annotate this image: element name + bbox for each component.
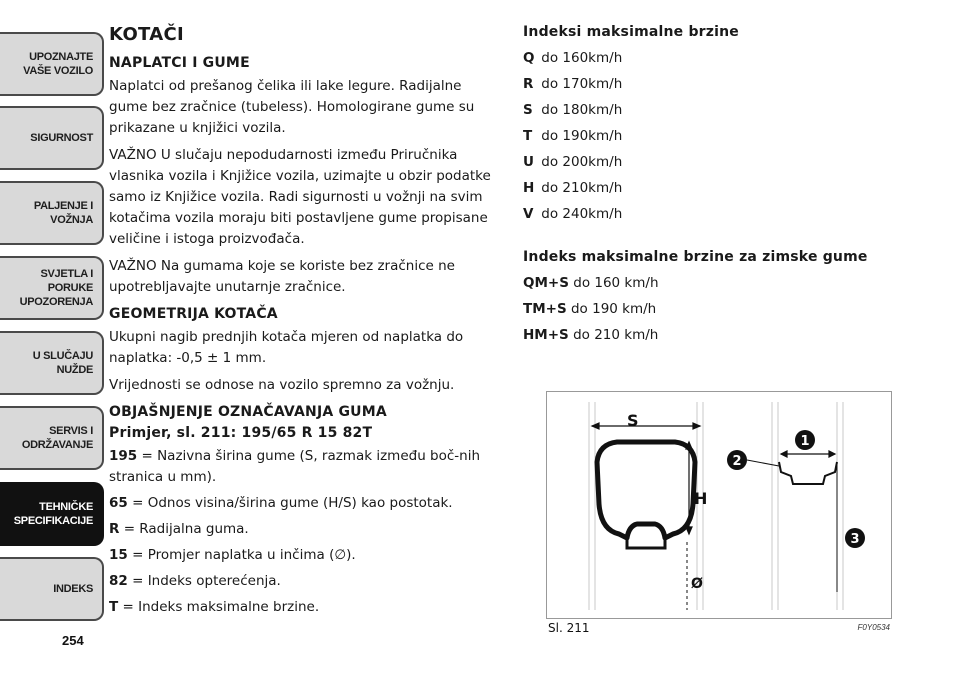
tire-diagram (546, 391, 892, 619)
speed-text: do 190km/h (541, 128, 623, 144)
tab-label: UPOZNAJTE VAŠE VOZILO (23, 51, 93, 77)
definition-row (109, 597, 497, 618)
speed-code: V (523, 206, 534, 222)
winter-speed-heading: Indeks maksimalne brzine za zimske gume (523, 249, 868, 265)
chapter-sidebar (0, 0, 108, 677)
paragraph-important: VAŽNO U slučaju nepodudarnosti između Priručnika vlasnika vozila i Knjižice vozila, uzimajte u obzir podatke samo iz Knjižice vozila. Radi sigurnosti u vožnji na svim kotačima vozila moraju biti postavljene gume propisane veličine i istoga proizvođača. (109, 147, 491, 247)
tab-label: PALJENJE I VOŽNJA (33, 200, 93, 226)
speed-row (523, 97, 903, 123)
speed-text: do 190 km/h (570, 301, 657, 317)
figure-caption: Sl. 211 (548, 621, 590, 635)
tab-label: INDEKS (53, 583, 93, 595)
speed-row (523, 123, 903, 149)
speed-code: TM+S (523, 301, 567, 317)
speed-text: do 180km/h (541, 102, 623, 118)
winter-speed-row (523, 296, 903, 322)
definition-row (109, 545, 497, 566)
definition-text: = Promjer naplatka u inčima (∅). (132, 547, 356, 563)
tab-label: SIGURNOST (30, 132, 93, 144)
tab-u-slucaju-nuzde[interactable] (0, 331, 104, 395)
winter-speed-row (523, 322, 903, 348)
page-number: 254 (62, 633, 84, 648)
definition-row (109, 519, 497, 540)
section-heading-oznake: OBJAŠNJENJE OZNAČAVANJA GUMA (109, 404, 387, 420)
section-heading-geometrija: GEOMETRIJA KOTAČA (109, 306, 278, 322)
speed-code: R (523, 76, 534, 92)
speed-row (523, 201, 903, 227)
tab-label: TEHNIČKE SPECIFIKACIJE (13, 501, 93, 527)
definition-row (109, 493, 497, 514)
winter-speed-row (523, 270, 903, 296)
right-column (523, 22, 903, 348)
callout-1: 1 (800, 434, 810, 449)
tab-label: U SLUČAJU NUŽDE (32, 350, 93, 376)
speed-text: do 210 km/h (573, 327, 659, 343)
speed-text: do 160 km/h (573, 275, 659, 291)
definition-code: 65 (109, 495, 128, 511)
paragraph-important: VAŽNO Na gumama koje se koriste bez zračnice ne upotrebljavajte unutarnje zračnice. (109, 258, 455, 295)
definition-text: = Indeks opterećenja. (132, 573, 281, 589)
speed-code: Q (523, 50, 535, 66)
tire-cross-section-svg (547, 392, 891, 618)
speed-text: do 200km/h (541, 154, 623, 170)
left-column (109, 22, 497, 623)
speed-row (523, 45, 903, 71)
speed-code: S (523, 102, 533, 118)
speed-code: QM+S (523, 275, 569, 291)
label-s: S (627, 411, 639, 430)
speed-code: U (523, 154, 534, 170)
definition-code: 195 (109, 448, 138, 464)
definition-row (109, 571, 497, 592)
tab-servis-i-odrzavanje[interactable] (0, 406, 104, 470)
figure-code: F0Y0534 (857, 623, 890, 632)
speed-text: do 240km/h (541, 206, 623, 222)
definition-text: = Radijalna guma. (123, 521, 249, 537)
definition-code: 82 (109, 573, 128, 589)
speed-row (523, 175, 903, 201)
speed-code: T (523, 128, 533, 144)
section-heading-naplatci: NAPLATCI I GUME (109, 55, 250, 71)
tab-upoznajte-vase-vozilo[interactable] (0, 32, 104, 96)
tab-paljenje-i-voznja[interactable] (0, 181, 104, 245)
tab-indeks[interactable] (0, 557, 104, 621)
tab-label: SERVIS I ODRŽAVANJE (21, 425, 93, 451)
speed-text: do 160km/h (541, 50, 623, 66)
definition-code: 15 (109, 547, 128, 563)
callout-2: 2 (732, 454, 742, 469)
tab-tehnicke-specifikacije[interactable] (0, 482, 104, 546)
label-diameter: Ø (691, 576, 703, 592)
label-h: H (694, 489, 708, 508)
definition-code: T (109, 599, 119, 615)
paragraph: Ukupni nagib prednjih kotača mjeren od naplatka do naplatka: -0,5 ± 1 mm. (109, 329, 464, 366)
tab-sigurnost[interactable] (0, 106, 104, 170)
speed-text: do 210km/h (541, 180, 623, 196)
callout-3: 3 (850, 532, 860, 547)
definition-code: R (109, 521, 120, 537)
paragraph: Naplatci od prešanog čelika ili lake legure. Radijalne gume bez zračnice (tubeless). Homologirane gume su prikazane u knjižici vozila. (109, 78, 475, 136)
speed-row (523, 71, 903, 97)
paragraph: Vrijednosti se odnose na vozilo spremno za vožnju. (109, 377, 455, 393)
tab-label: SVJETLA I PORUKE UPOZORENJA (19, 268, 93, 308)
definition-row (109, 446, 497, 488)
tire-diagram-figure (546, 391, 892, 637)
speed-index-heading: Indeksi maksimalne brzine (523, 24, 739, 40)
tab-svjetla-i-poruke[interactable] (0, 256, 104, 320)
speed-code: HM+S (523, 327, 569, 343)
definition-text: = Nazivna širina gume (S, razmak između boč-nih stranica u mm). (109, 448, 481, 485)
speed-row (523, 149, 903, 175)
page-title: KOTAČI (109, 24, 184, 45)
speed-text: do 170km/h (541, 76, 623, 92)
definition-text: = Indeks maksimalne brzine. (122, 599, 320, 615)
tire-example: Primjer, sl. 211: 195/65 R 15 82T (109, 425, 373, 441)
definition-text: = Odnos visina/širina gume (H/S) kao postotak. (132, 495, 453, 511)
speed-code: H (523, 180, 535, 196)
